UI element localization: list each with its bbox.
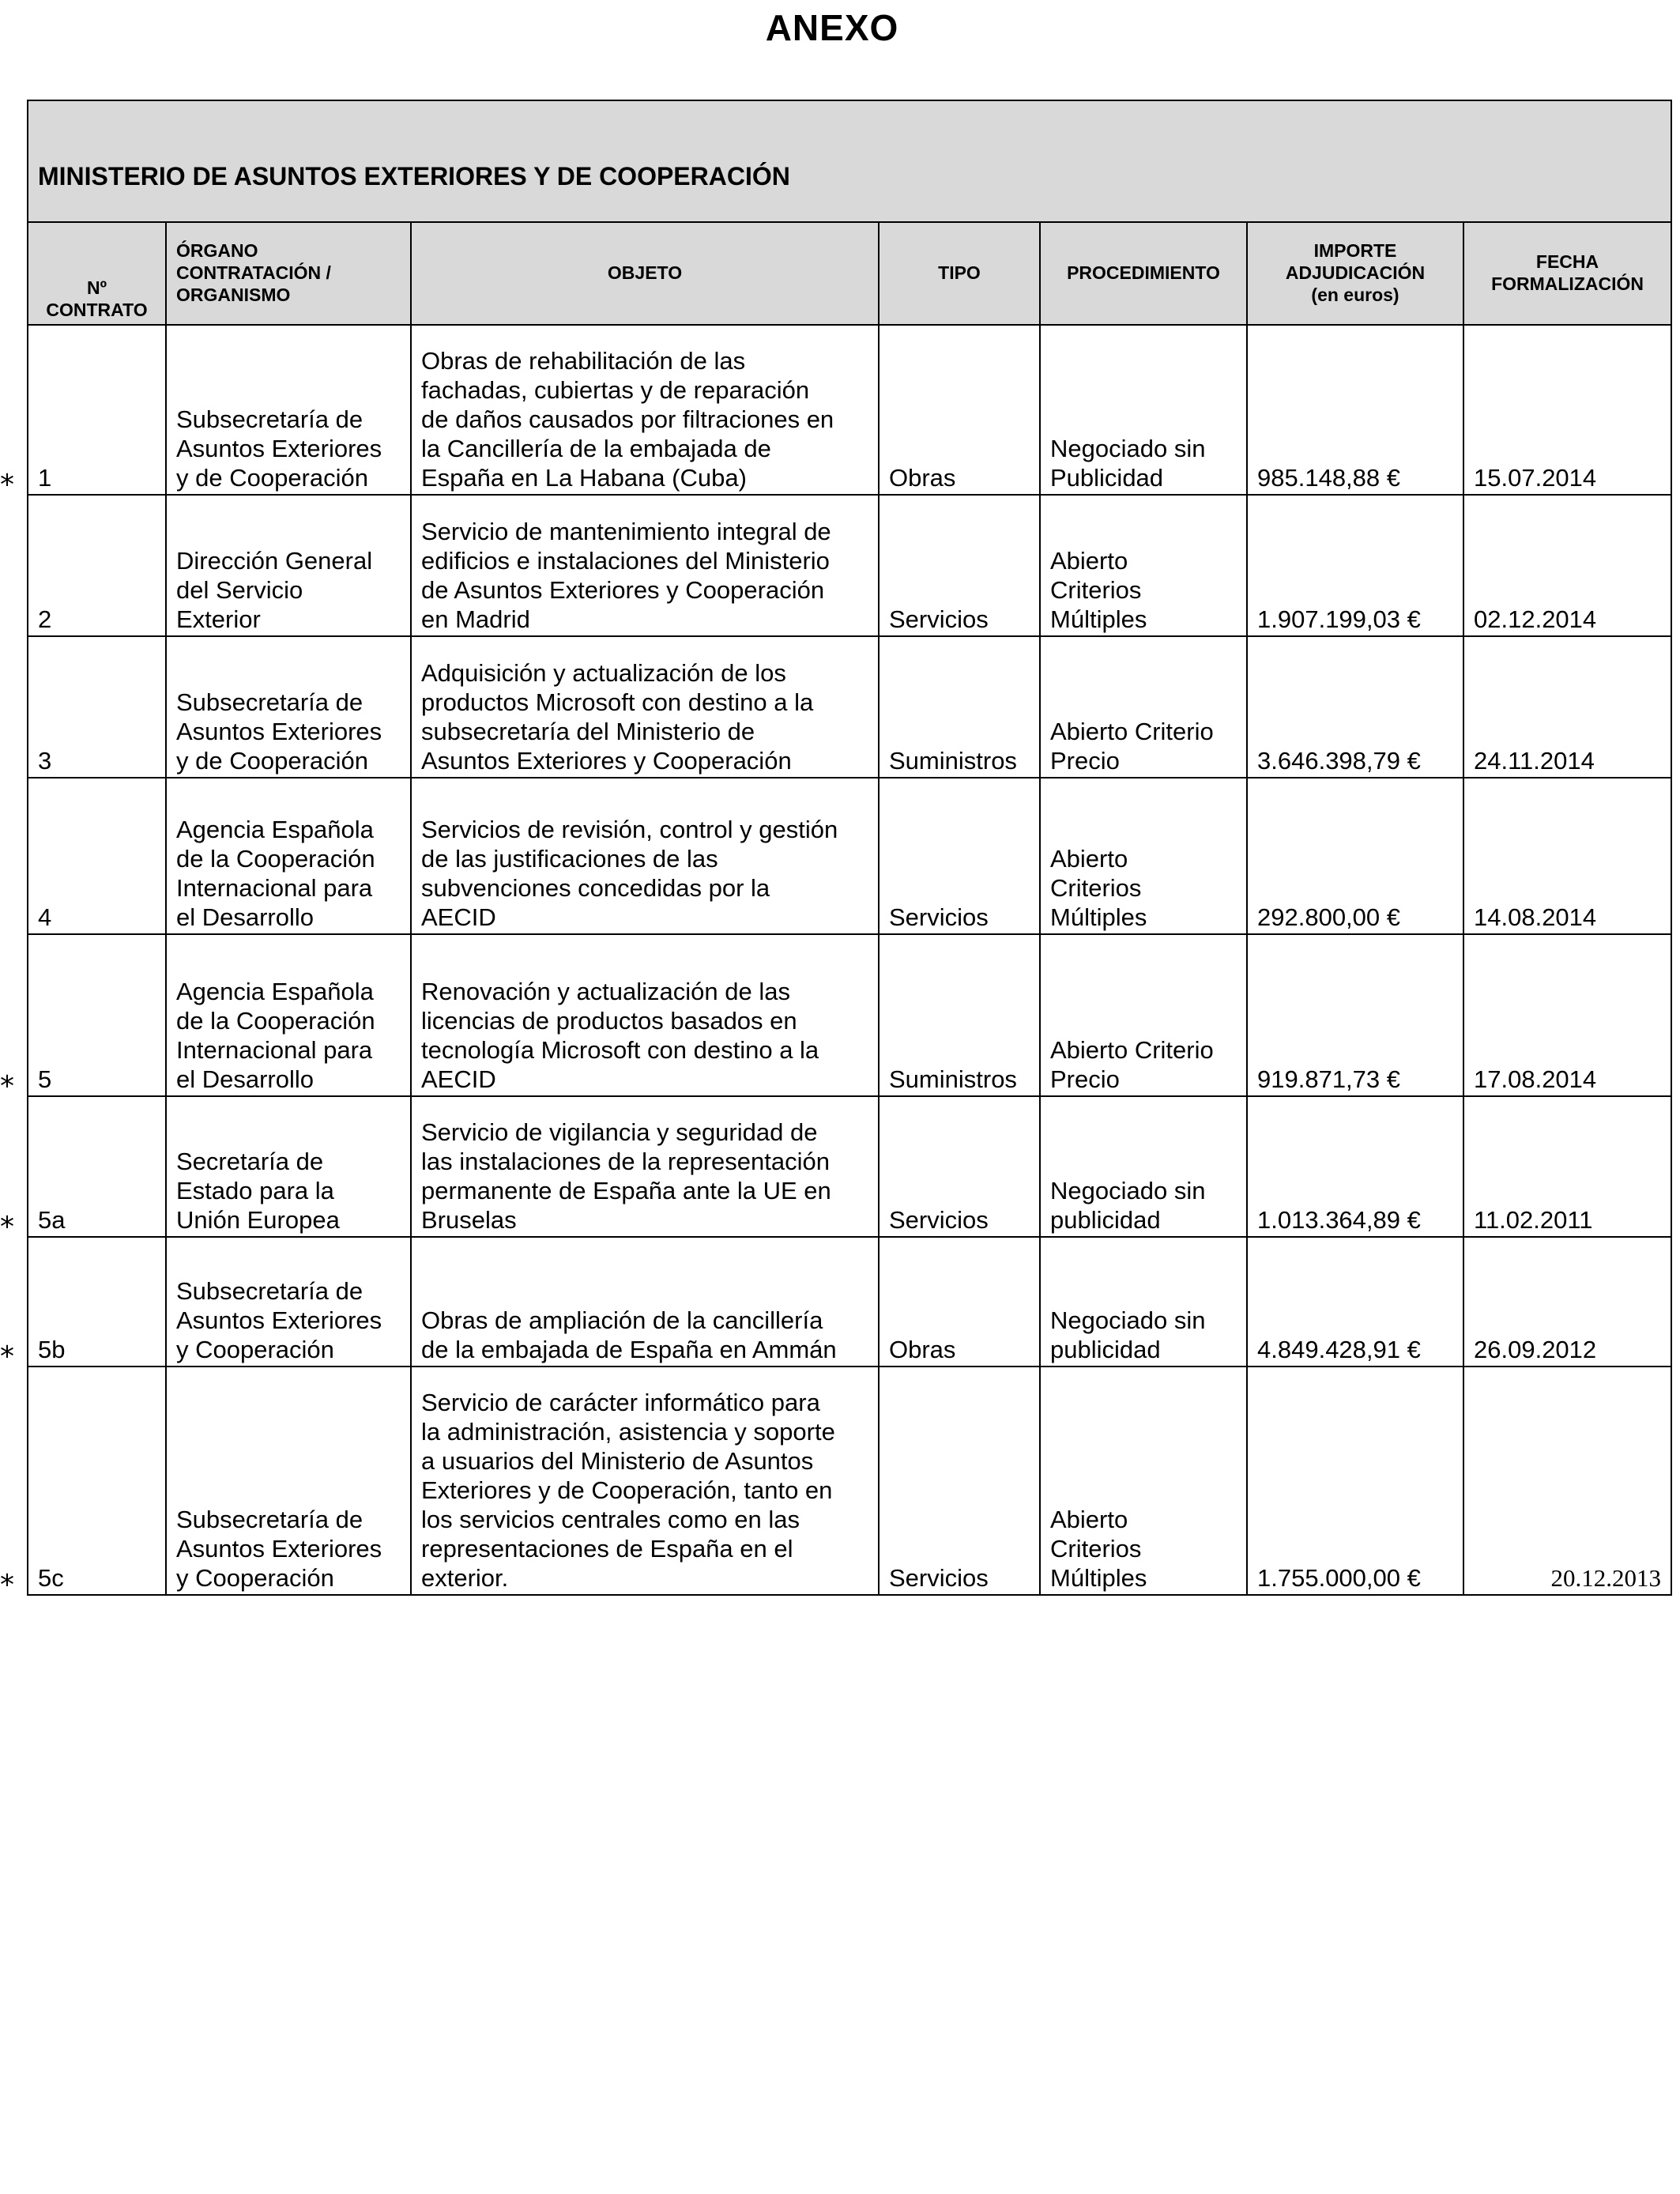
cell-objeto [411, 778, 879, 934]
cell-procedimiento-line: Abierto [1050, 1506, 1128, 1533]
cell-fecha: 26.09.2012 [1463, 1237, 1671, 1367]
header-numero-contrato [28, 222, 166, 325]
cell-organo [166, 495, 411, 636]
cell-importe: 919.871,73 € [1247, 934, 1463, 1096]
cell-fecha: 14.08.2014 [1463, 778, 1671, 934]
cell-procedimiento-line: publicidad [1050, 1206, 1161, 1234]
cell-objeto-line: edificios e instalaciones del Ministerio [421, 547, 830, 575]
ministry-title: MINISTERIO DE ASUNTOS EXTERIORES Y DE COOPERACIÓN [28, 100, 1671, 222]
table-row [28, 934, 1671, 1096]
cell-procedimiento [1040, 1096, 1247, 1237]
cell-objeto [411, 1367, 879, 1595]
header-organo-line1: ÓRGANO [176, 240, 258, 261]
header-tipo: TIPO [879, 222, 1040, 325]
cell-objeto-line: AECID [421, 1065, 496, 1093]
cell-fecha: 17.08.2014 [1463, 934, 1671, 1096]
cell-procedimiento-line: Múltiples [1050, 1564, 1147, 1592]
cell-procedimiento-line: Abierto [1050, 845, 1128, 873]
cell-procedimiento [1040, 1237, 1247, 1367]
cell-objeto [411, 636, 879, 778]
cell-objeto-line: los servicios centrales como en las [421, 1506, 800, 1533]
header-objeto: OBJETO [411, 222, 879, 325]
cell-organo [166, 778, 411, 934]
cell-organo-line: y Cooperación [176, 1564, 334, 1592]
cell-importe: 292.800,00 € [1247, 778, 1463, 934]
asterisk-mark: * [0, 1070, 14, 1103]
cell-tipo: Servicios [879, 495, 1040, 636]
cell-organo-line: Subsecretaría de [176, 405, 363, 433]
cell-importe: 4.849.428,91 € [1247, 1237, 1463, 1367]
cell-fecha: 15.07.2014 [1463, 325, 1671, 495]
cell-procedimiento-line: Múltiples [1050, 605, 1147, 633]
table-row [28, 636, 1671, 778]
cell-numero: 5a [28, 1096, 166, 1237]
cell-tipo: Servicios [879, 1367, 1040, 1595]
cell-organo [166, 1367, 411, 1595]
cell-objeto-line: Servicio de vigilancia y seguridad de [421, 1118, 818, 1146]
cell-importe: 1.755.000,00 € [1247, 1367, 1463, 1595]
cell-numero: 5c [28, 1367, 166, 1595]
cell-objeto-line: la administración, asistencia y soporte [421, 1418, 835, 1446]
cell-numero: 2 [28, 495, 166, 636]
cell-fecha: 20.12.2013 [1463, 1367, 1671, 1595]
header-organo-line2: CONTRATACIÓN / [176, 262, 331, 283]
table-row [28, 1237, 1671, 1367]
cell-organo-line: Internacional para [176, 1036, 373, 1064]
cell-organo-line: Subsecretaría de [176, 1277, 363, 1305]
cell-objeto-line: a usuarios del Ministerio de Asuntos [421, 1447, 814, 1475]
cell-organo-line: Asuntos Exteriores [176, 1306, 382, 1334]
cell-objeto-line: de la embajada de España en Ammán [421, 1336, 837, 1363]
header-numero-line1: Nº [86, 277, 107, 298]
cell-objeto-line: Adquisición y actualización de los [421, 659, 786, 687]
table-row [28, 495, 1671, 636]
cell-objeto-line: Renovación y actualización de las [421, 978, 790, 1005]
cell-organo-line: Asuntos Exteriores [176, 718, 382, 745]
cell-objeto-line: exterior. [421, 1564, 509, 1592]
header-importe-line3: (en euros) [1311, 285, 1399, 305]
cell-organo-line: y Cooperación [176, 1336, 334, 1363]
cell-organo-line: Agencia Española [176, 816, 374, 843]
cell-tipo: Suministros [879, 636, 1040, 778]
cell-objeto [411, 495, 879, 636]
cell-organo-line: Dirección General [176, 547, 373, 575]
cell-numero: 5 [28, 934, 166, 1096]
cell-organo-line: Exterior [176, 605, 261, 633]
header-organo [166, 222, 411, 325]
cell-numero: 4 [28, 778, 166, 934]
cell-objeto-line: productos Microsoft con destino a la [421, 688, 814, 716]
cell-procedimiento [1040, 636, 1247, 778]
cell-objeto-line: fachadas, cubiertas y de reparación [421, 376, 810, 404]
cell-organo-line: Estado para la [176, 1177, 334, 1204]
cell-objeto-line: la Cancillería de la embajada de [421, 435, 771, 462]
cell-tipo: Suministros [879, 934, 1040, 1096]
cell-objeto-line: en Madrid [421, 605, 530, 633]
table-row [28, 1367, 1671, 1595]
cell-procedimiento-line: Publicidad [1050, 464, 1164, 492]
cell-objeto-line: Obras de rehabilitación de las [421, 347, 746, 375]
cell-procedimiento-line: Abierto [1050, 547, 1128, 575]
cell-organo [166, 325, 411, 495]
cell-organo-line: de la Cooperación [176, 845, 375, 873]
cell-fecha: 24.11.2014 [1463, 636, 1671, 778]
cell-procedimiento [1040, 1367, 1247, 1595]
cell-objeto-line: Servicios de revisión, control y gestión [421, 816, 838, 843]
cell-numero: 5b [28, 1237, 166, 1367]
cell-tipo: Servicios [879, 778, 1040, 934]
page-title: ANEXO [765, 7, 899, 48]
header-numero-line2: CONTRATO [46, 300, 148, 320]
cell-objeto-line: Servicio de carácter informático para [421, 1389, 820, 1416]
cell-procedimiento-line: publicidad [1050, 1336, 1161, 1363]
cell-objeto-line: representaciones de España en el [421, 1535, 793, 1563]
cell-objeto-line: AECID [421, 903, 496, 931]
header-importe-line1: IMPORTE [1313, 240, 1397, 261]
cell-fecha: 11.02.2011 [1463, 1096, 1671, 1237]
cell-importe: 1.013.364,89 € [1247, 1096, 1463, 1237]
header-fecha-line1: FECHA [1535, 251, 1599, 272]
cell-procedimiento-line: Criterios [1050, 874, 1142, 902]
table-header-row [28, 222, 1671, 325]
cell-organo [166, 934, 411, 1096]
cell-procedimiento-line: Múltiples [1050, 903, 1147, 931]
cell-organo-line: Secretaría de [176, 1148, 324, 1175]
cell-organo [166, 1096, 411, 1237]
cell-objeto-line: de daños causados por filtraciones en [421, 405, 834, 433]
cell-tipo: Obras [879, 325, 1040, 495]
cell-procedimiento-line: Criterios [1050, 576, 1142, 604]
header-fecha [1463, 222, 1671, 325]
ministry-row [28, 100, 1671, 222]
cell-procedimiento-line: Negociado sin [1050, 1306, 1206, 1334]
cell-organo-line: Subsecretaría de [176, 1506, 363, 1533]
cell-organo-line: de la Cooperación [176, 1007, 375, 1035]
cell-procedimiento-line: Negociado sin [1050, 435, 1206, 462]
cell-organo-line: Asuntos Exteriores [176, 1535, 382, 1563]
asterisk-mark: * [0, 469, 14, 501]
cell-objeto-line: subvenciones concedidas por la [421, 874, 770, 902]
asterisk-mark: * [0, 1340, 14, 1373]
cell-organo-line: el Desarrollo [176, 1065, 315, 1093]
cell-organo-line: Agencia Española [176, 978, 374, 1005]
cell-procedimiento-line: Negociado sin [1050, 1177, 1206, 1204]
cell-procedimiento [1040, 325, 1247, 495]
cell-objeto [411, 1096, 879, 1237]
cell-organo-line: del Servicio [176, 576, 303, 604]
cell-numero: 1 [28, 325, 166, 495]
cell-organo-line: y de Cooperación [176, 464, 368, 492]
cell-objeto-line: tecnología Microsoft con destino a la [421, 1036, 819, 1064]
cell-objeto-line: de las justificaciones de las [421, 845, 718, 873]
cell-organo-line: el Desarrollo [176, 903, 315, 931]
header-fecha-line2: FORMALIZACIÓN [1491, 273, 1644, 294]
cell-tipo: Obras [879, 1237, 1040, 1367]
cell-objeto-line: de Asuntos Exteriores y Cooperación [421, 576, 825, 604]
cell-procedimiento [1040, 495, 1247, 636]
cell-objeto [411, 325, 879, 495]
cell-objeto [411, 1237, 879, 1367]
cell-procedimiento-line: Abierto Criterio [1050, 1036, 1214, 1064]
asterisk-mark: * [0, 1569, 14, 1601]
cell-importe: 1.907.199,03 € [1247, 495, 1463, 636]
cell-objeto-line: España en La Habana (Cuba) [421, 464, 747, 492]
table-row [28, 1096, 1671, 1237]
cell-organo [166, 636, 411, 778]
cell-objeto-line: Obras de ampliación de la cancillería [421, 1306, 823, 1334]
header-importe [1247, 222, 1463, 325]
cell-objeto-line: Exteriores y de Cooperación, tanto en [421, 1476, 833, 1504]
cell-procedimiento-line: Precio [1050, 1065, 1120, 1093]
header-importe-line2: ADJUDICACIÓN [1285, 262, 1426, 283]
cell-objeto-line: Servicio de mantenimiento integral de [421, 518, 831, 545]
cell-procedimiento [1040, 778, 1247, 934]
cell-organo-line: Subsecretaría de [176, 688, 363, 716]
cell-importe: 985.148,88 € [1247, 325, 1463, 495]
cell-organo-line: Internacional para [176, 874, 373, 902]
header-organo-line3: ORGANISMO [176, 285, 291, 305]
cell-objeto-line: las instalaciones de la representación [421, 1148, 830, 1175]
cell-objeto-line: Asuntos Exteriores y Cooperación [421, 747, 792, 775]
cell-objeto-line: Bruselas [421, 1206, 517, 1234]
cell-procedimiento [1040, 934, 1247, 1096]
cell-procedimiento-line: Precio [1050, 747, 1120, 775]
table-row [28, 325, 1671, 495]
cell-objeto-line: licencias de productos basados en [421, 1007, 797, 1035]
cell-organo-line: Unión Europea [176, 1206, 340, 1234]
header-procedimiento: PROCEDIMIENTO [1040, 222, 1247, 325]
table-row [28, 778, 1671, 934]
cell-procedimiento-line: Criterios [1050, 1535, 1142, 1563]
contracts-table [27, 100, 1672, 1596]
cell-organo [166, 1237, 411, 1367]
cell-objeto-line: permanente de España ante la UE en [421, 1177, 831, 1204]
cell-organo-line: Asuntos Exteriores [176, 435, 382, 462]
cell-tipo: Servicios [879, 1096, 1040, 1237]
cell-numero: 3 [28, 636, 166, 778]
asterisk-mark: * [0, 1211, 14, 1243]
cell-importe: 3.646.398,79 € [1247, 636, 1463, 778]
cell-fecha: 02.12.2014 [1463, 495, 1671, 636]
cell-objeto [411, 934, 879, 1096]
cell-organo-line: y de Cooperación [176, 747, 368, 775]
cell-procedimiento-line: Abierto Criterio [1050, 718, 1214, 745]
cell-objeto-line: subsecretaría del Ministerio de [421, 718, 755, 745]
table-body [28, 325, 1671, 1595]
